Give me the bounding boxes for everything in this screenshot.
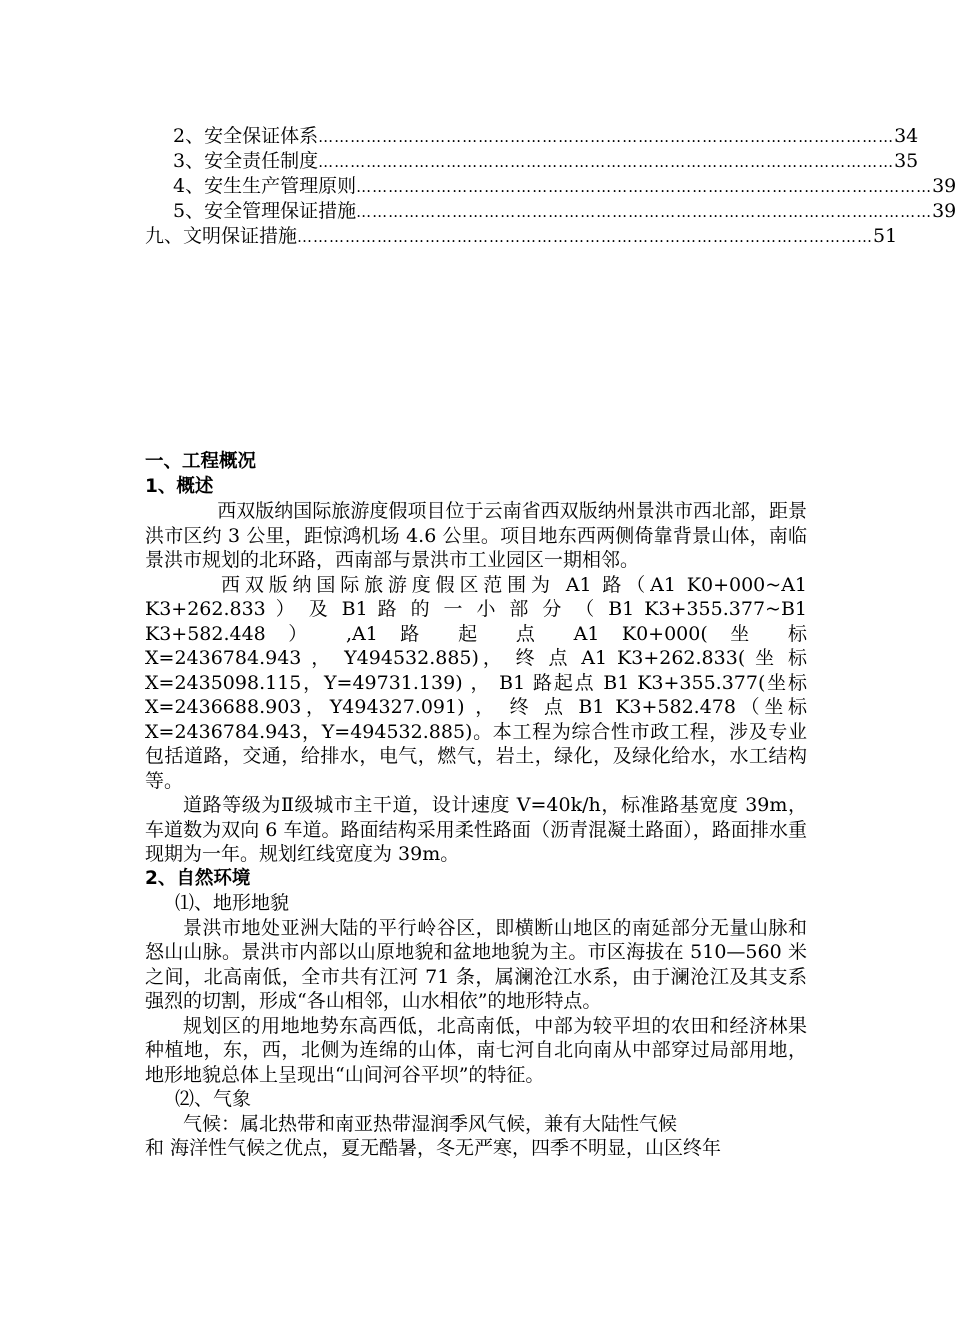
text-line: X=2436784.943，Y=494532.885)。本工程为综合性市政工程，涉及专业包括道路，交通，给排水，电气，燃气，岩土，绿化，及绿化给水，水工结构等。 (145, 720, 807, 792)
section-heading: 一、工程概况 (145, 451, 257, 472)
toc-entry-label: 4、安生生产管理原则 (173, 175, 357, 197)
toc-entry[interactable] (145, 199, 956, 224)
text-line: 西双版纳国际旅游度假区范围为 A1 路（A1 K0+000~A1 (221, 573, 807, 596)
toc-entry-label: 5、安全管理保证措施 (173, 200, 357, 222)
text-line: K3+582.448 ） ,A1 路 起 点 A1 K0+000( 坐 标 (145, 622, 807, 645)
text-line: K3+262.833 ） 及 B1 路 的 一 小 部 分 （ B1 K3+355.377~B1 (145, 598, 807, 620)
toc-entry[interactable] (145, 149, 919, 174)
text-line: X=2436784.943 ， Y494532.885)， 终 点 A1 K3+262.833( 坐 标 (145, 647, 807, 669)
toc-leader: ……………………………………………………………………………………………… (297, 228, 874, 246)
toc-leader: ……………………………………………………………………………………………… (318, 153, 895, 171)
toc-entry-page: 35 (894, 150, 919, 172)
toc-entry[interactable] (145, 124, 919, 149)
toc-entry[interactable] (145, 174, 956, 199)
toc-entry-label: 2、安全保证体系 (173, 125, 319, 147)
paragraph-overview: 西双版纳国际旅游度假项目位于云南省西双版纳州景洪市西北部，距景洪市区约 3 公里，距惊鸿机场 4.6 公里。项目地东西两侧倚靠背景山体，南临景洪市规划的北环路，西南部与景洪市工业园区一期相邻。 (145, 500, 807, 571)
table-of-contents (145, 124, 956, 249)
toc-entry-page: 51 (873, 225, 898, 247)
text-line: X=2436688.903，Y494327.091) ， 终 点 B1 K3+582.478（坐标 (145, 696, 807, 718)
subsection-heading: 2、自然环境 (145, 867, 251, 889)
paragraph-road-grade: 道路等级为Ⅱ级城市主干道，设计速度 V=40k/h，标准路基宽度 39m，车道数为双向 6 车道。路面结构采用柔性路面（沥青混凝土路面），路面排水重现期为一年。规划红线宽度为 39m。 (145, 794, 807, 865)
paragraph-planning-area: 规划区的用地地势东高西低，北高南低，中部为较平坦的农田和经济林果种植地，东，西，北侧为连绵的山体，南七河自北向南从中部穿过局部用地，地形地貌总体上呈现出“山间河谷平坝”的特征。 (145, 1014, 807, 1086)
text-line: 气候：属北热带和南亚热带湿润季风气候，兼有大陆性气候 (183, 1112, 678, 1135)
toc-leader: ……………………………………………………………………………………………… (318, 128, 895, 146)
subsection-heading: 1、概述 (145, 475, 214, 497)
text-line: X=2435098.115，Y=49731.139) ， B1 路起点 B1 K3+355.377(坐标 (145, 671, 807, 694)
terrain-heading: ⑴、地形地貌 (175, 892, 290, 914)
toc-entry-label: 九、文明保证措施 (145, 225, 298, 247)
toc-entry-page: 39 (932, 175, 956, 197)
paragraph-terrain: 景洪市地处亚洲大陆的平行岭谷区，即横断山地区的南延部分无量山脉和怒山山脉。景洪市内部以山原地貌和盆地地貌为主。市区海拔在 510—560 米之间，北高南低，全市共有江河 71 条，属澜沧江水系，由于澜沧江及其支系强烈的切割，形成“各山相邻，山水相依”的地形特点。 (145, 916, 807, 1012)
body-content (145, 450, 807, 1161)
toc-entry-label: 3、安全责任制度 (173, 150, 319, 172)
text-line: 和 海洋性气候之优点，夏无酷暑，冬无严寒，四季不明显，山区终年 (145, 1137, 722, 1159)
toc-entry-page: 34 (894, 125, 919, 147)
paragraph-scope (145, 573, 807, 794)
toc-leader: ……………………………………………………………………………………………… (356, 203, 933, 221)
toc-entry-page: 39 (932, 200, 956, 222)
weather-heading: ⑵、气象 (175, 1088, 252, 1110)
toc-leader: ……………………………………………………………………………………………… (356, 178, 933, 196)
toc-entry[interactable] (145, 224, 898, 249)
